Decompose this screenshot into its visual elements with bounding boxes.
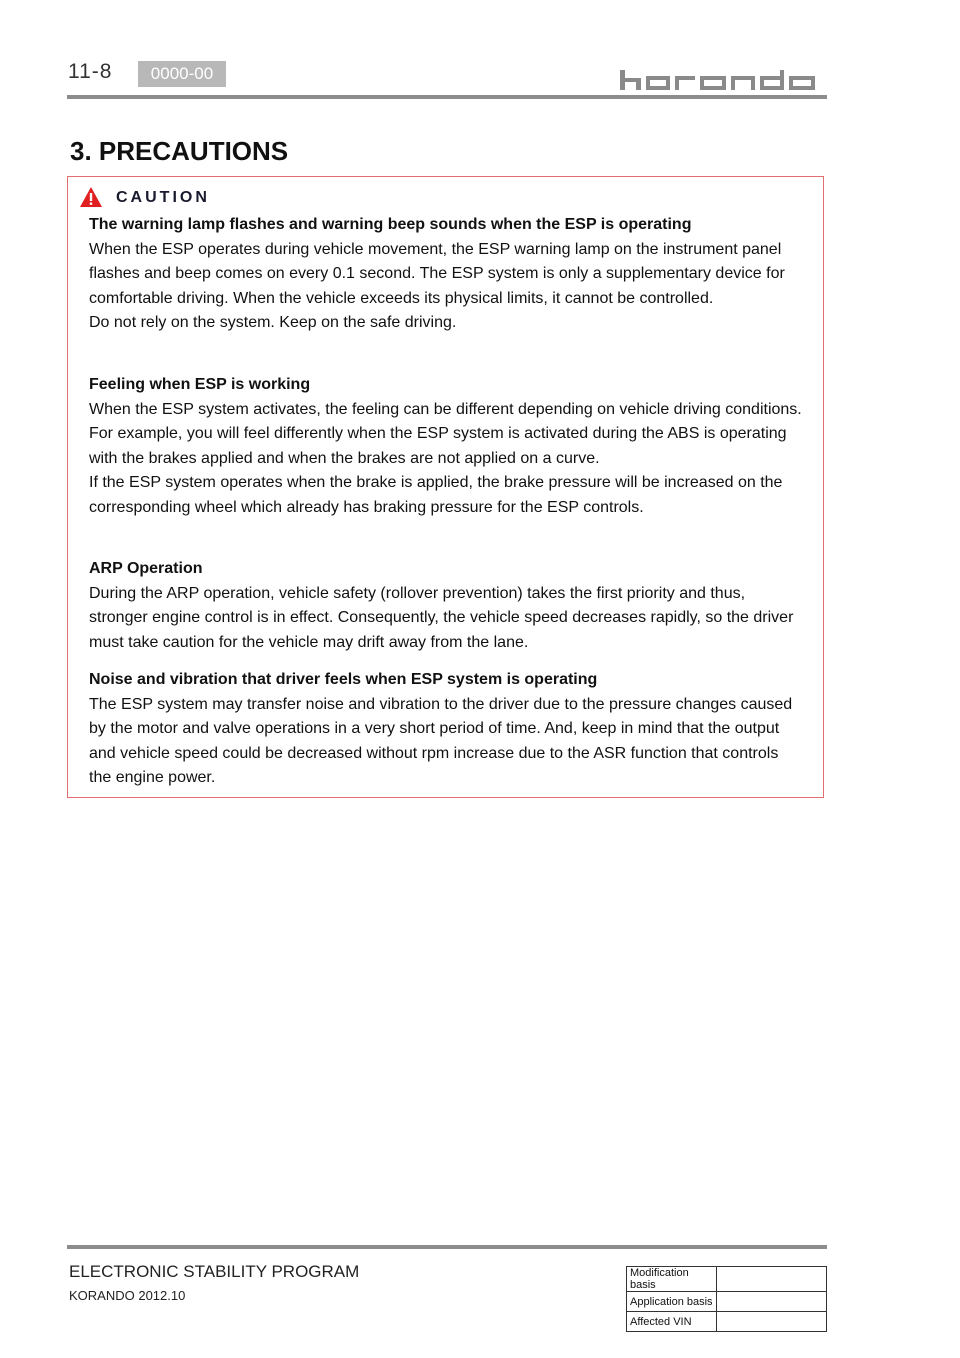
table-row bbox=[627, 1312, 827, 1332]
table-cell-value bbox=[717, 1312, 827, 1332]
block-line: For example, you will feel differently when the ESP system is activated during the ABS is operating bbox=[89, 425, 787, 443]
table-row bbox=[627, 1292, 827, 1312]
header-divider bbox=[67, 95, 827, 99]
page-number: 11-8 bbox=[68, 60, 113, 83]
block-line: and vehicle speed could be decreased without rpm increase due to the ASR function that controls bbox=[89, 744, 779, 762]
caution-block-esp-feeling bbox=[89, 373, 819, 521]
table-cell-label: Application basis bbox=[627, 1292, 717, 1312]
caution-block-noise-vibration bbox=[89, 668, 819, 791]
caution-box bbox=[67, 176, 824, 798]
block-line: stronger engine control is in effect. Consequently, the vehicle speed decreases rapidly, so the driver bbox=[89, 609, 794, 627]
block-line: comfortable driving. When the vehicle exceeds its physical limits, it cannot be controlled. bbox=[89, 289, 714, 307]
caution-block-arp-operation bbox=[89, 557, 819, 655]
block-line: flashes and beep comes on every 0.1 second. The ESP system is only a supplementary device for bbox=[89, 265, 785, 283]
block-line: When the ESP system activates, the feeling can be different depending on vehicle driving conditions. bbox=[89, 400, 802, 418]
table-cell-value bbox=[717, 1292, 827, 1312]
block-line: corresponding wheel which already has braking pressure for the ESP controls. bbox=[89, 498, 644, 516]
block-line: When the ESP operates during vehicle movement, the ESP warning lamp on the instrument panel bbox=[89, 240, 782, 258]
block-line: During the ARP operation, vehicle safety (rollover prevention) takes the first priority and thus, bbox=[89, 584, 746, 602]
block-line: with the brakes applied and when the brakes are not applied on a curve. bbox=[89, 449, 600, 467]
section-title: 3. PRECAUTIONS bbox=[70, 136, 289, 166]
block-line: If the ESP system operates when the brake is applied, the brake pressure will be increased on the bbox=[89, 474, 783, 492]
block-line: must take caution for the vehicle may drift away from the lane. bbox=[89, 633, 529, 651]
table-cell-label: Affected VIN bbox=[627, 1312, 717, 1332]
block-heading: Noise and vibration that driver feels when ESP system is operating bbox=[89, 671, 598, 688]
modification-info-table bbox=[626, 1266, 827, 1332]
block-line: by the motor and valve operations in a very short period of time. And, keep in mind that the output bbox=[89, 720, 780, 738]
footer-chapter-title: ELECTRONIC STABILITY PROGRAM bbox=[69, 1262, 360, 1281]
section-code-badge: 0000-00 bbox=[138, 61, 226, 87]
table-row bbox=[627, 1267, 827, 1292]
block-line: the engine power. bbox=[89, 769, 216, 787]
block-line: Do not rely on the system. Keep on the safe driving. bbox=[89, 314, 457, 332]
caution-label: CAUTION bbox=[116, 189, 210, 206]
block-heading: ARP Operation bbox=[89, 560, 203, 577]
table-cell-value bbox=[717, 1267, 827, 1292]
table-cell-label: Modification basis bbox=[627, 1267, 717, 1292]
block-line: The ESP system may transfer noise and vibration to the driver due to the pressure changes caused bbox=[89, 695, 793, 713]
footer-model-date: KORANDO 2012.10 bbox=[69, 1288, 186, 1303]
footer-divider bbox=[67, 1245, 827, 1249]
caution-block-esp-warning bbox=[89, 213, 819, 336]
block-heading: The warning lamp flashes and warning beep sounds when the ESP is operating bbox=[89, 216, 692, 233]
warning-triangle-icon bbox=[79, 186, 103, 208]
korando-logo bbox=[618, 68, 828, 92]
block-heading: Feeling when ESP is working bbox=[89, 376, 311, 393]
